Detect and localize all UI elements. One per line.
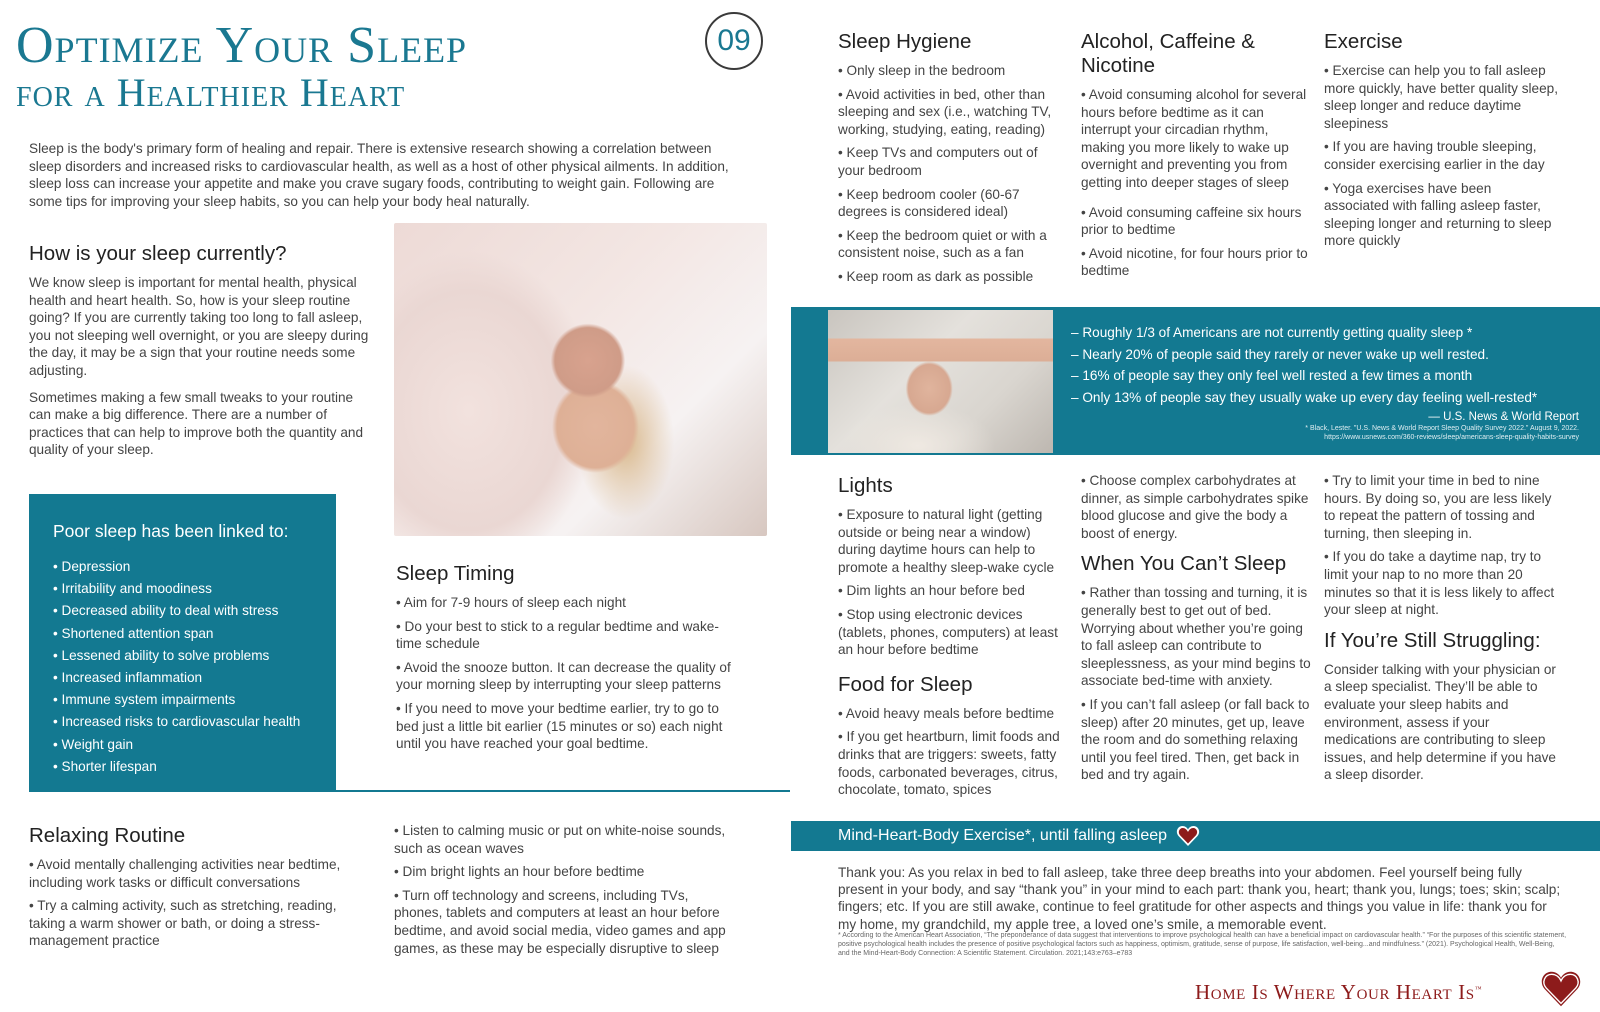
list-item: • If you get heartburn, limit foods and drinks that are triggers: sweets, fatty foods, carbonated beverages, citrus, chocolate, tomato, spices (838, 728, 1068, 798)
list-item: • Increased inflammation (53, 667, 300, 689)
page-number-badge: 09 (705, 12, 763, 70)
food-heading: Food for Sleep (838, 672, 973, 696)
relaxing-routine-section (29, 824, 369, 956)
stat-item: – Only 13% of people say they usually wake up every day feeling well-rested* (1071, 389, 1538, 405)
list-item: • Avoid the snooze button. It can decrease the quality of your morning sleep by interrupting your sleep patterns (396, 659, 741, 694)
mind-heart-footnote: * According to the American Heart Association, “The preponderance of data suggest that interventions to improve psychological health can have a beneficial impact on cardiovascular health.” “For the purposes of this scientific statement, positive psychological health includes the presence of positive psychological factors such as happiness, optimism, gratitude, sense of purpose, life satisfaction, well-being...and mindfulness.” (2021). Psychological Health, Well-Being, and the Mind-Heart-Body Connection: A Scientific Statement. Circulation. 2021;143:e763–e783 (838, 932, 1567, 957)
struggling-heading: If You’re Still Struggling: (1324, 628, 1541, 652)
list-item: • Keep bedroom cooler (60-67 degrees is considered ideal) (838, 186, 1063, 221)
list-item: • Keep room as dark as possible (838, 268, 1063, 286)
list-item: • Rather than tossing and turning, it is generally best to get out of bed. Worrying about whether you’re going to fall asleep can contribute to sleeplessness, as your mind begins to associate bed-time with anxiety. (1081, 584, 1313, 690)
alcohol-caffeine-nicotine-section (1081, 30, 1311, 286)
exercise-section (1324, 30, 1559, 256)
list-item: • Do your best to stick to a regular bedtime and wake-time schedule (396, 618, 741, 653)
stat-item: – Roughly 1/3 of Americans are not currently getting quality sleep * (1071, 325, 1473, 340)
food-and-cant-sleep-column (1081, 472, 1313, 790)
list-item: • Keep TVs and computers out of your bedroom (838, 144, 1063, 179)
list-item: • Stop using electronic devices (tablets, phones, computers) at least an hour before bedtime (838, 606, 1068, 659)
exercise-heading: Exercise (1324, 30, 1403, 53)
current-sleep-section (29, 242, 369, 468)
relaxing-routine-heading: Relaxing Routine (29, 824, 186, 847)
stat-item: – Nearly 20% of people said they rarely or never wake up well rested. (1071, 346, 1489, 362)
current-sleep-paragraph: Sometimes making a few small tweaks to your routine can make a big difference. There are a number of practices that can help to improve both the quantity and quality of your sleep. (29, 389, 364, 458)
sleep-timing-heading: Sleep Timing (396, 562, 515, 585)
alcohol-heading: Alcohol, Caffeine & Nicotine (1081, 30, 1255, 77)
brand-heart-icon (1540, 970, 1582, 1008)
list-item: • Listen to calming music or put on white-noise sounds, such as ocean waves (394, 822, 739, 857)
list-item: • If you do take a daytime nap, try to limit your nap to no more than 20 minutes so that it is less likely to affect your sleep at night. (1324, 548, 1564, 618)
stat-item: – 16% of people say they only feel well rested a few times a month (1071, 368, 1473, 383)
divider (336, 790, 790, 792)
current-sleep-heading: How is your sleep currently? (29, 242, 287, 265)
statistics-list (1071, 322, 1591, 408)
list-item: • Exercise can help you to fall asleep more quickly, have better quality sleep, sleep longer and reduce daytime sleepiness (1324, 62, 1559, 132)
relaxing-routine-column-2 (394, 822, 739, 963)
lights-heading: Lights (838, 474, 893, 497)
list-item: • Increased risks to cardiovascular health (53, 711, 300, 733)
brand-tagline (1195, 980, 1482, 1005)
list-item: • Lessened ability to solve problems (53, 645, 300, 667)
list-item: • Turn off technology and screens, including TVs, phones, tablets and computers at least an hour before bedtime, and avoid social media, video games and app games, as these may be especially disruptive to sleep (394, 887, 739, 957)
list-item: • Choose complex carbohydrates at dinner, as simple carbohydrates spike blood glucose and give the body a boost of energy. (1081, 472, 1313, 542)
cant-sleep-continued-column (1324, 472, 1564, 784)
list-item: • If you need to move your bedtime earlier, try to go to bed just a little bit earlier (15 minutes or so) each night until you have reached your goal bedtime. (396, 700, 741, 753)
citation-url: https://www.usnews.com/360-reviews/sleep/americans-sleep-quality-habits-survey (1324, 433, 1579, 441)
couple-sleeping-photo (394, 223, 767, 536)
list-item: • Exposure to natural light (getting outside or being near a window) during daytime hours can help to promote a healthy sleep-wake cycle (838, 506, 1068, 576)
list-item: • Avoid consuming alcohol for several hours before bedtime as it can interrupt your circadian rhythm, making you more likely to wake up overnight and preventing you from getting into deeper stages of sleep (1081, 86, 1311, 192)
sleep-hygiene-heading: Sleep Hygiene (838, 30, 972, 53)
lights-section (838, 474, 1068, 805)
page-subtitle: for a Healthier Heart (16, 70, 406, 115)
poor-sleep-heading: Poor sleep has been linked to: (53, 521, 289, 541)
heart-icon (1176, 825, 1200, 847)
list-item: • Dim bright lights an hour before bedtime (394, 863, 739, 881)
mind-heart-body-banner (791, 821, 1600, 851)
list-item: • Try a calming activity, such as stretching, reading, taking a warm shower or bath, or doing a stress-management practice (29, 897, 369, 950)
citation-line: * Black, Lester. "U.S. News & World Report Sleep Quality Survey 2022." August 9, 2022. (1305, 425, 1579, 432)
list-item: • Weight gain (53, 734, 300, 756)
list-item: • Only sleep in the bedroom (838, 62, 1063, 80)
list-item: • Decreased ability to deal with stress (53, 600, 300, 622)
sleep-timing-section (396, 562, 741, 759)
list-item: • Avoid consuming caffeine six hours prior to bedtime (1081, 204, 1311, 239)
current-sleep-paragraph: We know sleep is important for mental health, physical health and heart health. So, how is your sleep routine going? If you are currently taking too long to fall asleep, you not sleeping well overnight, or you are sleepy during the day, it may be a sign that your routine needs some adjusting. (29, 275, 369, 378)
list-item: • Shorter lifespan (53, 756, 300, 778)
intro-paragraph: Sleep is the body's primary form of healing and repair. There is extensive research showing a correlation between sleep disorders and increased risks to cardiovascular health, as well as a host of other physical ailments. In addition, sleep loss can increase your appetite and make you crave sugary foods, contributing to weight gain. Following are some tips for improving your sleep habits, so you can help your body heal naturally. (29, 141, 729, 209)
list-item: • Depression (53, 556, 300, 578)
list-item: • Avoid mentally challenging activities near bedtime, including work tasks or difficult conversations (29, 856, 369, 891)
poor-sleep-list (53, 556, 300, 778)
woman-tired-photo (828, 310, 1053, 453)
list-item: • Shortened attention span (53, 623, 300, 645)
mind-heart-text: Thank you: As you relax in bed to fall asleep, take three deep breaths into your abdomen. Feel yourself being fully present in your body, and say “thank you” in your mind to each part: thank you, heart; thank you, lungs; toes; skin; scalp; fingers; etc. If you are still awake, continue to feel gratitude for other aspects and things you value in life: thank you for my home, my grandchild, my apple tree, a loved one’s smile, a memorable event. (838, 865, 1561, 932)
list-item: • Avoid nicotine, for four hours prior to bedtime (1081, 245, 1311, 280)
list-item: • Dim lights an hour before bed (838, 582, 1068, 600)
list-item: • Avoid activities in bed, other than sleeping and sex (i.e., watching TV, working, studying, eating, reading) (838, 86, 1063, 139)
brand-text: Home Is Where Your Heart Is (1195, 980, 1475, 1004)
poor-sleep-callout (29, 494, 336, 792)
list-item: • Immune system impairments (53, 689, 300, 711)
list-item: • Aim for 7-9 hours of sleep each night (396, 594, 741, 612)
list-item: • Irritability and moodiness (53, 578, 300, 600)
sleep-hygiene-section (838, 30, 1063, 292)
trademark: ™ (1474, 985, 1483, 993)
list-item: • Yoga exercises have been associated with falling asleep faster, sleeping longer and returning to sleep more quickly (1324, 180, 1559, 250)
list-item: • Try to limit your time in bed to nine hours. By doing so, you are less likely to repeat the pattern of tossing and turning, then sleeping in. (1324, 472, 1564, 542)
cant-sleep-heading: When You Can’t Sleep (1081, 552, 1287, 576)
list-item: • Avoid heavy meals before bedtime (838, 705, 1068, 723)
list-item: • If you are having trouble sleeping, consider exercising earlier in the day (1324, 138, 1559, 173)
list-item: • If you can’t fall asleep (or fall back to sleep) after 20 minutes, get up, leave the room and do something relaxing until you feel tired. Then, get back in bed and try again. (1081, 696, 1313, 784)
list-item: • Keep the bedroom quiet or with a consistent noise, such as a fan (838, 227, 1063, 262)
struggling-text: Consider talking with your physician or a sleep specialist. They’ll be able to evaluate your sleep habits and environment, assess if your medications are contributing to sleep issues, and help determine if you have a sleep disorder. (1324, 661, 1556, 783)
stats-citation (1071, 425, 1579, 442)
mind-heart-heading: Mind-Heart-Body Exercise*, until falling asleep (838, 827, 1168, 844)
page-title: Optimize Your Sleep (16, 17, 468, 74)
stats-source: — U.S. News & World Report (1428, 411, 1579, 423)
